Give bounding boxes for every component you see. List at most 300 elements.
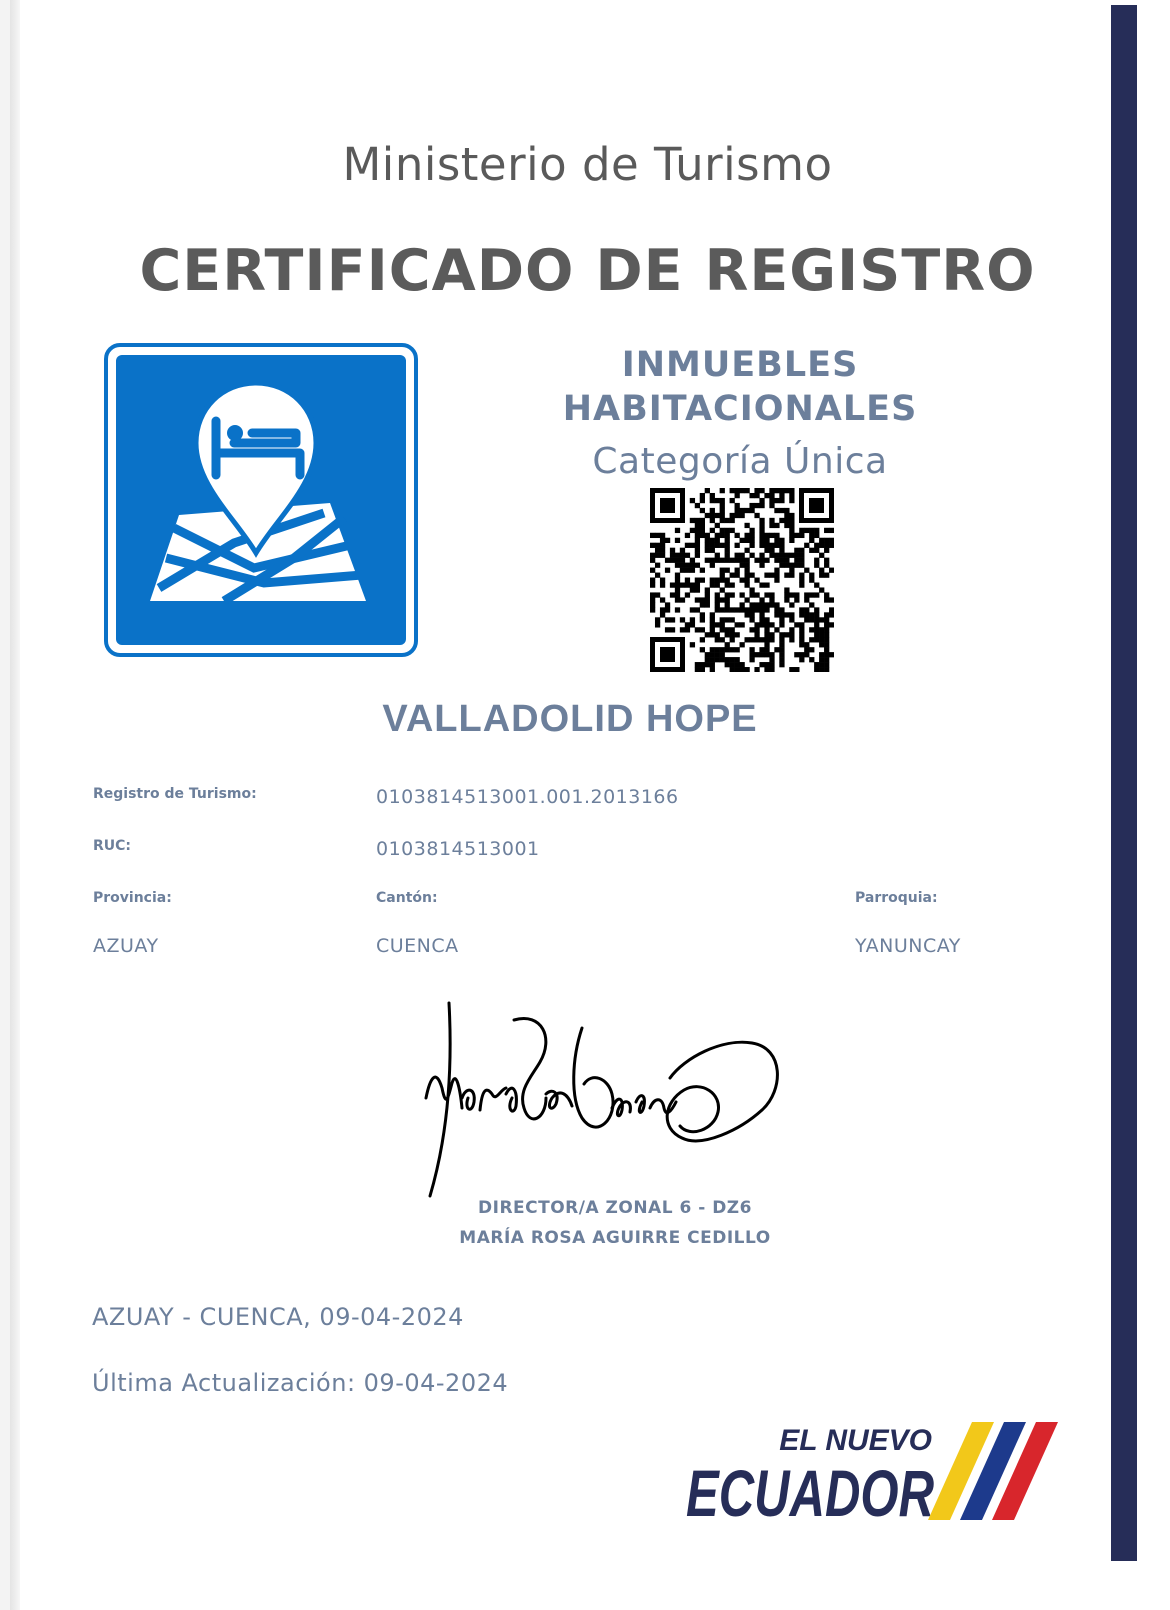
- qr-module: [720, 657, 725, 662]
- qr-module: [735, 647, 740, 652]
- qr-module: [680, 563, 685, 568]
- qr-module: [759, 528, 764, 533]
- qr-module: [740, 563, 745, 568]
- qr-module: [655, 563, 660, 568]
- qr-module: [710, 548, 715, 553]
- qr-module: [720, 518, 725, 523]
- qr-module: [695, 597, 700, 602]
- qr-module: [789, 533, 794, 538]
- qr-module: [779, 538, 784, 543]
- qr-module: [660, 538, 665, 543]
- qr-module: [814, 528, 819, 533]
- qr-module: [690, 563, 695, 568]
- qr-module: [824, 592, 829, 597]
- qr-module: [754, 652, 759, 657]
- qr-module: [749, 647, 754, 652]
- qr-module: [749, 573, 754, 578]
- qr-module: [650, 602, 655, 607]
- qr-module: [789, 592, 794, 597]
- qr-module: [764, 617, 769, 622]
- qr-module: [725, 627, 730, 632]
- qr-module: [799, 553, 804, 558]
- qr-module: [665, 607, 670, 612]
- qr-module: [705, 543, 710, 548]
- qr-module: [804, 543, 809, 548]
- qr-module: [735, 503, 740, 508]
- qr-module: [779, 493, 784, 498]
- ruc-label: RUC:: [93, 838, 132, 854]
- qr-module: [784, 597, 789, 602]
- qr-module: [710, 518, 715, 523]
- qr-module: [789, 498, 794, 503]
- qr-module: [774, 553, 779, 558]
- qr-module: [740, 642, 745, 647]
- qr-module: [725, 533, 730, 538]
- qr-module: [744, 582, 749, 587]
- qr-module: [710, 617, 715, 622]
- qr-module: [759, 617, 764, 622]
- qr-module: [759, 607, 764, 612]
- qr-module: [695, 538, 700, 543]
- qr-module: [824, 657, 829, 662]
- qr-module: [735, 662, 740, 667]
- qr-module: [784, 518, 789, 523]
- qr-module: [799, 652, 804, 657]
- qr-module: [774, 578, 779, 583]
- qr-module: [744, 612, 749, 617]
- qr-module: [740, 553, 745, 558]
- qr-module: [700, 637, 705, 642]
- qr-module: [690, 622, 695, 627]
- qr-module: [819, 553, 824, 558]
- qr-module: [789, 612, 794, 617]
- qr-module: [759, 543, 764, 548]
- qr-module: [814, 662, 819, 667]
- qr-module: [680, 597, 685, 602]
- qr-module: [720, 528, 725, 533]
- qr-module: [655, 622, 660, 627]
- qr-module: [744, 533, 749, 538]
- qr-module: [794, 553, 799, 558]
- qr-module: [725, 528, 730, 533]
- qr-module: [794, 533, 799, 538]
- qr-module: [715, 513, 720, 518]
- qr-module: [660, 548, 665, 553]
- qr-module: [784, 587, 789, 592]
- qr-module: [670, 548, 675, 553]
- qr-module: [789, 667, 794, 672]
- qr-module: [749, 508, 754, 513]
- qr-module: [759, 533, 764, 538]
- qr-module: [779, 498, 784, 503]
- qr-module: [799, 642, 804, 647]
- qr-module: [784, 563, 789, 568]
- qr-module: [809, 657, 814, 662]
- signer-name: MARÍA ROSA AGUIRRE CEDILLO: [459, 1228, 771, 1248]
- qr-module: [710, 563, 715, 568]
- qr-module: [700, 568, 705, 573]
- business-name: VALLADOLID HOPE: [382, 698, 758, 740]
- qr-module: [725, 597, 730, 602]
- qr-module: [799, 612, 804, 617]
- qr-module: [675, 538, 680, 543]
- qr-module: [779, 622, 784, 627]
- qr-module: [700, 518, 705, 523]
- qr-module: [749, 602, 754, 607]
- qr-module: [794, 563, 799, 568]
- qr-module: [749, 617, 754, 622]
- qr-module: [769, 637, 774, 642]
- qr-module: [824, 632, 829, 637]
- qr-module: [735, 558, 740, 563]
- qr-module: [769, 488, 774, 493]
- qr-module: [695, 662, 700, 667]
- qr-module: [769, 533, 774, 538]
- qr-module: [735, 667, 740, 672]
- qr-module: [789, 627, 794, 632]
- qr-module: [710, 622, 715, 627]
- qr-module: [754, 503, 759, 508]
- qr-module: [789, 602, 794, 607]
- qr-module: [685, 592, 690, 597]
- qr-module: [650, 597, 655, 602]
- qr-module: [725, 602, 730, 607]
- qr-module: [799, 533, 804, 538]
- qr-module: [779, 647, 784, 652]
- qr-module: [715, 622, 720, 627]
- qr-module: [670, 592, 675, 597]
- qr-module: [735, 622, 740, 627]
- qr-module: [715, 553, 720, 558]
- place-date: AZUAY - CUENCA, 09-04-2024: [92, 1303, 464, 1331]
- qr-module: [794, 597, 799, 602]
- qr-module: [725, 543, 730, 548]
- provincia-label: Provincia:: [93, 890, 172, 906]
- qr-module: [784, 592, 789, 597]
- qr-module: [685, 543, 690, 548]
- qr-module: [735, 573, 740, 578]
- qr-module: [799, 582, 804, 587]
- qr-module: [774, 612, 779, 617]
- qr-module: [730, 637, 735, 642]
- qr-module: [804, 528, 809, 533]
- qr-module: [814, 592, 819, 597]
- qr-module: [660, 607, 665, 612]
- qr-module: [804, 612, 809, 617]
- qr-module: [650, 558, 655, 563]
- qr-module: [715, 538, 720, 543]
- qr-module: [764, 627, 769, 632]
- qr-module: [799, 548, 804, 553]
- qr-module: [819, 543, 824, 548]
- qr-module: [715, 558, 720, 563]
- qr-module: [799, 563, 804, 568]
- qr-module: [665, 617, 670, 622]
- qr-module: [665, 568, 670, 573]
- qr-module: [759, 612, 764, 617]
- qr-module: [660, 582, 665, 587]
- qr-module: [789, 523, 794, 528]
- qr-module: [829, 568, 834, 573]
- qr-module: [740, 602, 745, 607]
- qr-module: [749, 503, 754, 508]
- qr-module: [730, 607, 735, 612]
- registro-label: Registro de Turismo:: [93, 786, 257, 802]
- qr-module: [789, 637, 794, 642]
- qr-module: [829, 528, 834, 533]
- qr-module: [705, 548, 710, 553]
- qr-module: [749, 538, 754, 543]
- qr-module: [774, 602, 779, 607]
- qr-module: [710, 498, 715, 503]
- qr-module: [759, 558, 764, 563]
- qr-module: [740, 592, 745, 597]
- qr-module: [660, 543, 665, 548]
- qr-module: [769, 493, 774, 498]
- qr-module: [749, 553, 754, 558]
- provincia-value: AZUAY: [93, 935, 159, 957]
- qr-module: [705, 632, 710, 637]
- qr-module: [764, 667, 769, 672]
- qr-module: [675, 553, 680, 558]
- qr-module: [730, 573, 735, 578]
- qr-module: [769, 553, 774, 558]
- qr-module: [695, 518, 700, 523]
- qr-module: [749, 543, 754, 548]
- qr-module: [809, 573, 814, 578]
- qr-module: [764, 573, 769, 578]
- qr-module: [710, 558, 715, 563]
- qr-module: [700, 602, 705, 607]
- qr-module: [685, 533, 690, 538]
- ministry-name: Ministerio de Turismo: [342, 138, 833, 191]
- qr-module: [715, 597, 720, 602]
- qr-module: [774, 543, 779, 548]
- qr-module: [779, 543, 784, 548]
- qr-module: [789, 617, 794, 622]
- qr-module: [680, 617, 685, 622]
- qr-module: [720, 622, 725, 627]
- qr-module: [735, 513, 740, 518]
- qr-module: [814, 558, 819, 563]
- qr-module: [749, 528, 754, 533]
- qr-module: [819, 568, 824, 573]
- qr-module: [725, 592, 730, 597]
- qr-module: [814, 533, 819, 538]
- qr-module: [779, 518, 784, 523]
- qr-module: [769, 602, 774, 607]
- qr-module: [720, 607, 725, 612]
- qr-module: [705, 602, 710, 607]
- qr-module: [710, 528, 715, 533]
- qr-module: [809, 578, 814, 583]
- canton-label: Cantón:: [376, 890, 438, 906]
- qr-module: [725, 518, 730, 523]
- qr-module: [655, 548, 660, 553]
- canton-value: CUENCA: [376, 935, 459, 957]
- qr-module: [715, 607, 720, 612]
- qr-module: [735, 508, 740, 513]
- qr-module: [690, 558, 695, 563]
- qr-module: [799, 573, 804, 578]
- qr-module: [779, 612, 784, 617]
- qr-module: [824, 642, 829, 647]
- qr-module: [819, 637, 824, 642]
- qr-module: [725, 607, 730, 612]
- qr-module: [809, 602, 814, 607]
- qr-module: [759, 523, 764, 528]
- category-name-line1: INMUEBLES: [621, 345, 859, 385]
- qr-module: [730, 558, 735, 563]
- qr-module: [829, 652, 834, 657]
- qr-module: [705, 538, 710, 543]
- qr-module: [695, 607, 700, 612]
- qr-module: [829, 597, 834, 602]
- qr-module: [774, 498, 779, 503]
- qr-module: [824, 662, 829, 667]
- qr-module: [764, 538, 769, 543]
- qr-module: [804, 652, 809, 657]
- qr-module: [824, 627, 829, 632]
- qr-module: [740, 513, 745, 518]
- qr-module: [735, 493, 740, 498]
- qr-module: [784, 612, 789, 617]
- qr-module: [769, 622, 774, 627]
- qr-module: [769, 498, 774, 503]
- qr-module: [700, 578, 705, 583]
- category-name-line2: HABITACIONALES: [562, 389, 918, 429]
- qr-module: [655, 617, 660, 622]
- qr-module: [769, 573, 774, 578]
- qr-module: [779, 558, 784, 563]
- qr-module: [705, 488, 710, 493]
- qr-module: [655, 553, 660, 558]
- certificate-page: [10, 0, 1170, 1610]
- qr-module: [754, 493, 759, 498]
- qr-module: [804, 568, 809, 573]
- qr-module: [720, 508, 725, 513]
- qr-module: [730, 498, 735, 503]
- qr-module: [809, 592, 814, 597]
- qr-module: [675, 582, 680, 587]
- el-nuevo-ecuador-logo: [682, 1412, 1082, 1524]
- qr-module: [715, 582, 720, 587]
- signer-title: DIRECTOR/A ZONAL 6 - DZ6: [478, 1198, 752, 1218]
- qr-module: [824, 597, 829, 602]
- qr-module: [754, 627, 759, 632]
- qr-module: [720, 587, 725, 592]
- qr-module: [769, 523, 774, 528]
- qr-module: [759, 597, 764, 602]
- qr-module: [720, 533, 725, 538]
- qr-module: [754, 558, 759, 563]
- qr-module: [824, 667, 829, 672]
- qr-module: [764, 652, 769, 657]
- qr-module: [824, 647, 829, 652]
- qr-module: [819, 662, 824, 667]
- qr-module: [794, 558, 799, 563]
- qr-module: [819, 667, 824, 672]
- qr-module: [764, 558, 769, 563]
- qr-module: [715, 498, 720, 503]
- qr-module: [730, 627, 735, 632]
- qr-module: [650, 543, 655, 548]
- qr-module: [710, 538, 715, 543]
- qr-module: [819, 538, 824, 543]
- qr-module: [764, 602, 769, 607]
- qr-module: [670, 553, 675, 558]
- qr-module: [764, 493, 769, 498]
- qr-module: [749, 587, 754, 592]
- qr-module: [725, 657, 730, 662]
- qr-module: [789, 568, 794, 573]
- qr-module: [814, 627, 819, 632]
- qr-module: [764, 548, 769, 553]
- qr-module: [720, 647, 725, 652]
- qr-module: [819, 652, 824, 657]
- qr-module: [784, 632, 789, 637]
- qr-module: [799, 657, 804, 662]
- qr-module: [744, 578, 749, 583]
- qr-module: [744, 597, 749, 602]
- qr-module: [824, 543, 829, 548]
- qr-module: [809, 617, 814, 622]
- qr-module: [725, 558, 730, 563]
- qr-module: [824, 548, 829, 553]
- qr-module: [675, 597, 680, 602]
- qr-module: [764, 533, 769, 538]
- qr-module: [660, 553, 665, 558]
- qr-module: [744, 538, 749, 543]
- qr-module: [740, 662, 745, 667]
- qr-module: [824, 573, 829, 578]
- qr-module: [690, 568, 695, 573]
- qr-module: [769, 652, 774, 657]
- qr-module: [725, 568, 730, 573]
- qr-module: [789, 528, 794, 533]
- lodging-map-pin-icon: [104, 343, 418, 657]
- qr-module: [744, 573, 749, 578]
- qr-module: [710, 513, 715, 518]
- qr-module: [730, 518, 735, 523]
- qr-module: [819, 627, 824, 632]
- qr-module: [819, 642, 824, 647]
- qr-module: [774, 538, 779, 543]
- qr-module: [730, 513, 735, 518]
- qr-module: [665, 627, 670, 632]
- qr-module: [730, 592, 735, 597]
- qr-module: [754, 622, 759, 627]
- qr-module: [799, 558, 804, 563]
- qr-module: [740, 607, 745, 612]
- qr-module: [740, 488, 745, 493]
- qr-module: [715, 523, 720, 528]
- qr-module: [695, 563, 700, 568]
- qr-module: [759, 637, 764, 642]
- qr-module: [784, 523, 789, 528]
- qr-module: [655, 543, 660, 548]
- qr-module: [700, 528, 705, 533]
- qr-module: [720, 652, 725, 657]
- qr-module: [715, 647, 720, 652]
- qr-module: [759, 498, 764, 503]
- qr-module: [824, 637, 829, 642]
- qr-module: [685, 582, 690, 587]
- qr-module: [804, 642, 809, 647]
- qr-module: [695, 667, 700, 672]
- qr-module: [665, 538, 670, 543]
- qr-module: [700, 667, 705, 672]
